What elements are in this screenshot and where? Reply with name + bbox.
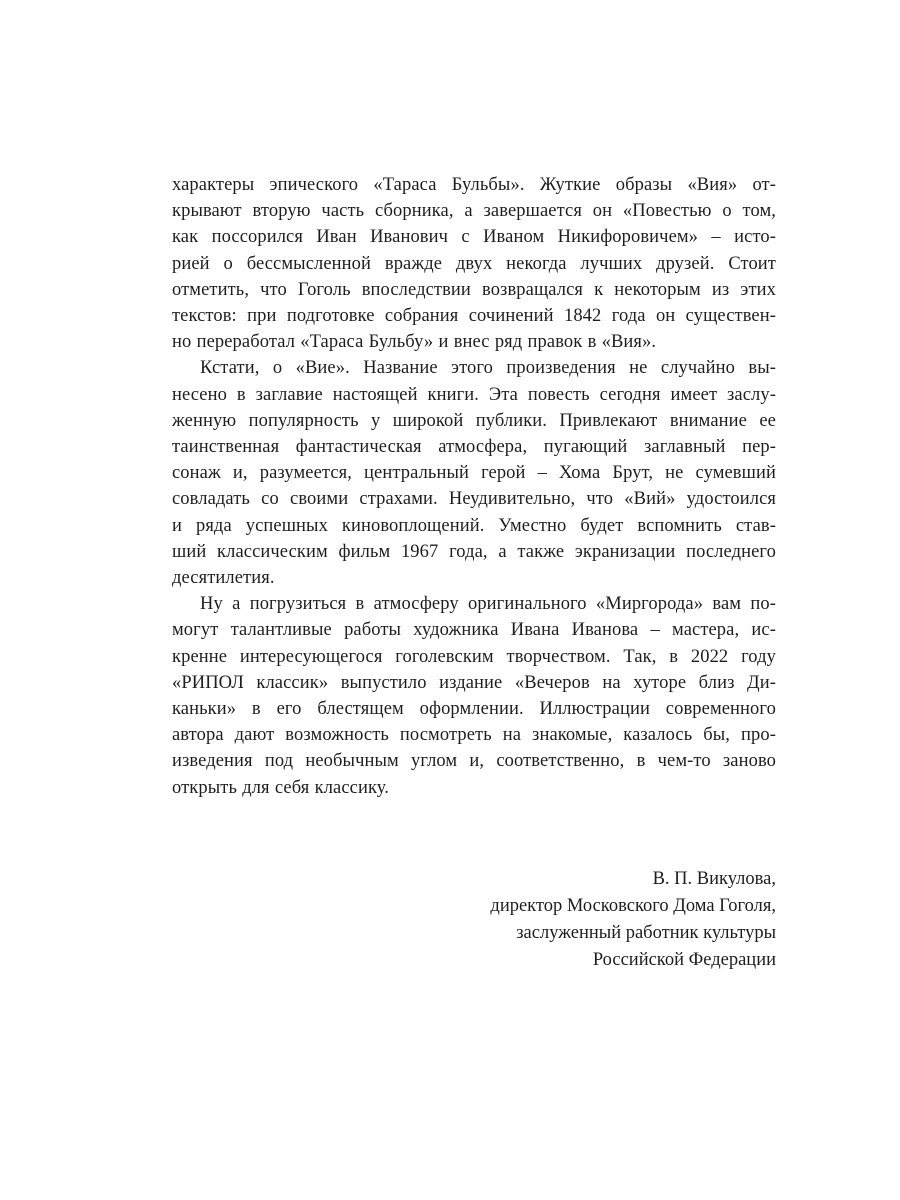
text-line: и ряда успешных киновоплощений. Уместно будет вспомнить став-: [172, 515, 776, 536]
text-line: автора дают возможность посмотреть на знакомые, казалось бы, про-: [172, 725, 776, 746]
text-line: сонаж и, разумеется, центральный герой – Хома Брут, не сумевший: [172, 463, 776, 484]
page-body: [172, 172, 776, 801]
text-line: Кстати, о «Вие». Название этого произведения не случайно вы-: [200, 358, 776, 379]
paragraph-2: [172, 355, 776, 591]
text-line: женную популярность у широкой публики. Привлекают внимание ее: [172, 410, 776, 431]
paragraph-3: [172, 591, 776, 801]
author-title-country: Российской Федерации: [592, 950, 776, 970]
text-line: характеры эпического «Тараса Бульбы». Жуткие образы «Вия» от-: [172, 175, 776, 195]
author-title: заслуженный работник культуры: [516, 923, 776, 943]
text-line: как поссорился Иван Иванович с Иваном Никифоровичем» – исто-: [172, 227, 776, 248]
signature-block: [172, 866, 776, 974]
text-line: изведения под необычным углом и, соответственно, в чем-то заново: [172, 751, 776, 772]
text-line: таинственная фантастическая атмосфера, пугающий заглавный пер-: [172, 437, 776, 458]
text-line: но переработал «Тараса Бульбу» и внес ряд правок в «Вия».: [172, 332, 657, 353]
text-line: десятилетия.: [172, 568, 275, 589]
text-line: текстов: при подготовке собрания сочинений 1842 года он существен-: [172, 306, 776, 327]
text-line: крывают вторую часть сборника, а завершается он «Повестью о том,: [172, 201, 776, 222]
author-position: директор Московского Дома Гоголя,: [490, 896, 776, 916]
text-line: каньки» в его блестящем оформлении. Иллюстрации современного: [172, 699, 776, 720]
text-line: «РИПОЛ классик» выпустило издание «Вечеров на хуторе близ Ди-: [172, 672, 776, 693]
text-line: открыть для себя классику.: [172, 777, 390, 798]
text-line: несено в заглавие настоящей книги. Эта повесть сегодня имеет заслу-: [172, 384, 776, 405]
text-line: могут талантливые работы художника Ивана Иванова – мастера, ис-: [172, 620, 776, 641]
text-line: отметить, что Гоголь впоследствии возвращался к некоторым из этих: [172, 279, 776, 300]
text-line: Ну а погрузиться в атмосферу оригинального «Миргорода» вам по-: [200, 594, 776, 615]
text-line: ший классическим фильм 1967 года, а также экранизации последнего: [172, 541, 776, 562]
author-name: В. П. Викулова,: [652, 869, 776, 889]
text-line: совладать со своими страхами. Неудивительно, что «Вий» удостоился: [172, 489, 776, 510]
text-line: кренне интересующегося гоголевским творчеством. Так, в 2022 году: [172, 646, 776, 667]
text-line: рией о бессмысленной вражде двух некогда лучших друзей. Стоит: [172, 253, 776, 274]
paragraph-1: [172, 172, 776, 355]
